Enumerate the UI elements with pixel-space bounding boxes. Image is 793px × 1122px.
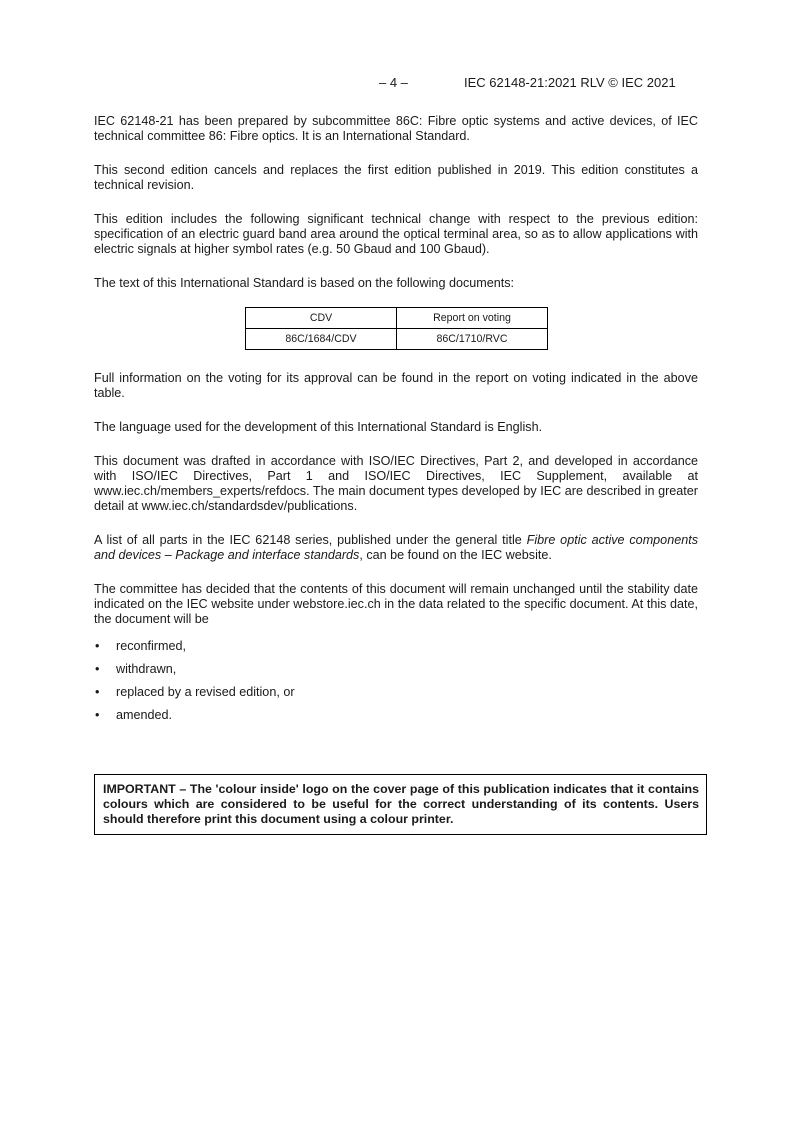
list-item — [94, 639, 698, 662]
paragraph-technical-change: This edition includes the following significant technical change with respect to the previous edition: specification of an electric guard band area around the optical terminal area, so as to allow applications with electric signals at higher symbol rates (e.g. 50 Gbaud and 100 Gbaud). — [94, 212, 698, 256]
important-notice: IMPORTANT – The 'colour inside' logo on the cover page of this publication indicates that it contains colours which are considered to be useful for the correct understanding of its contents. Users should therefore print this document using a colour printer. — [94, 774, 707, 835]
list-item-text: amended. — [116, 708, 173, 722]
page-header — [0, 75, 793, 93]
series-text-suffix: , can be found on the IEC website. — [359, 548, 552, 562]
page-number: – 4 – — [379, 75, 408, 90]
bullet-icon: • — [95, 639, 100, 653]
paragraph-directives: This document was drafted in accordance with ISO/IEC Directives, Part 2, and developed in accordance with ISO/IEC Directives, Part 1 and ISO/IEC Directives, IEC Supplement, available at www.iec.ch/members_experts/refdocs. The main document types developed by IEC are described in greater detail at www.iec.ch/standardsdev/publications. — [94, 454, 698, 513]
page-content — [94, 114, 698, 731]
list-item-text: replaced by a revised edition, or — [116, 685, 295, 699]
list-item — [94, 708, 698, 731]
list-item-text: reconfirmed, — [116, 639, 186, 653]
list-item — [94, 662, 698, 685]
paragraph-language: The language used for the development of this International Standard is English. — [94, 420, 543, 434]
table-header-cdv: CDV — [246, 308, 397, 329]
series-text-prefix: A list of all parts in the IEC 62148 series, published under the general title — [94, 533, 527, 547]
document-id: IEC 62148-21:2021 RLV © IEC 2021 — [464, 75, 676, 90]
bullet-icon: • — [95, 662, 100, 676]
bullet-icon: • — [95, 708, 100, 722]
table-cell-rvc: 86C/1710/RVC — [397, 329, 548, 350]
paragraph-based-on: The text of this International Standard is based on the following documents: — [94, 276, 515, 290]
paragraph-series-list — [94, 533, 698, 563]
list-item-text: withdrawn, — [116, 662, 177, 676]
outcome-list — [94, 639, 698, 731]
table-row — [246, 329, 548, 350]
paragraph-preparation: IEC 62148-21 has been prepared by subcommittee 86C: Fibre optic systems and active devices, of IEC technical committee 86: Fibre optics. It is an International Standard. — [94, 114, 698, 143]
table-cell-cdv: 86C/1684/CDV — [246, 329, 397, 350]
voting-table — [245, 307, 548, 350]
paragraph-voting-info: Full information on the voting for its approval can be found in the report on voting indicated in the above table. — [94, 371, 698, 400]
voting-table-container — [94, 307, 698, 350]
bullet-icon: • — [95, 685, 100, 699]
table-header-row — [246, 308, 548, 329]
paragraph-edition: This second edition cancels and replaces the first edition published in 2019. This edition constitutes a technical revision. — [94, 163, 698, 192]
table-header-report: Report on voting — [397, 308, 548, 329]
paragraph-stability: The committee has decided that the contents of this document will remain unchanged until the stability date indicated on the IEC website under webstore.iec.ch in the data related to the specific document. At this date, the document will be — [94, 582, 698, 626]
list-item — [94, 685, 698, 708]
series-title: Fibre optic active components and devices – Package and interface standards — [94, 533, 698, 562]
